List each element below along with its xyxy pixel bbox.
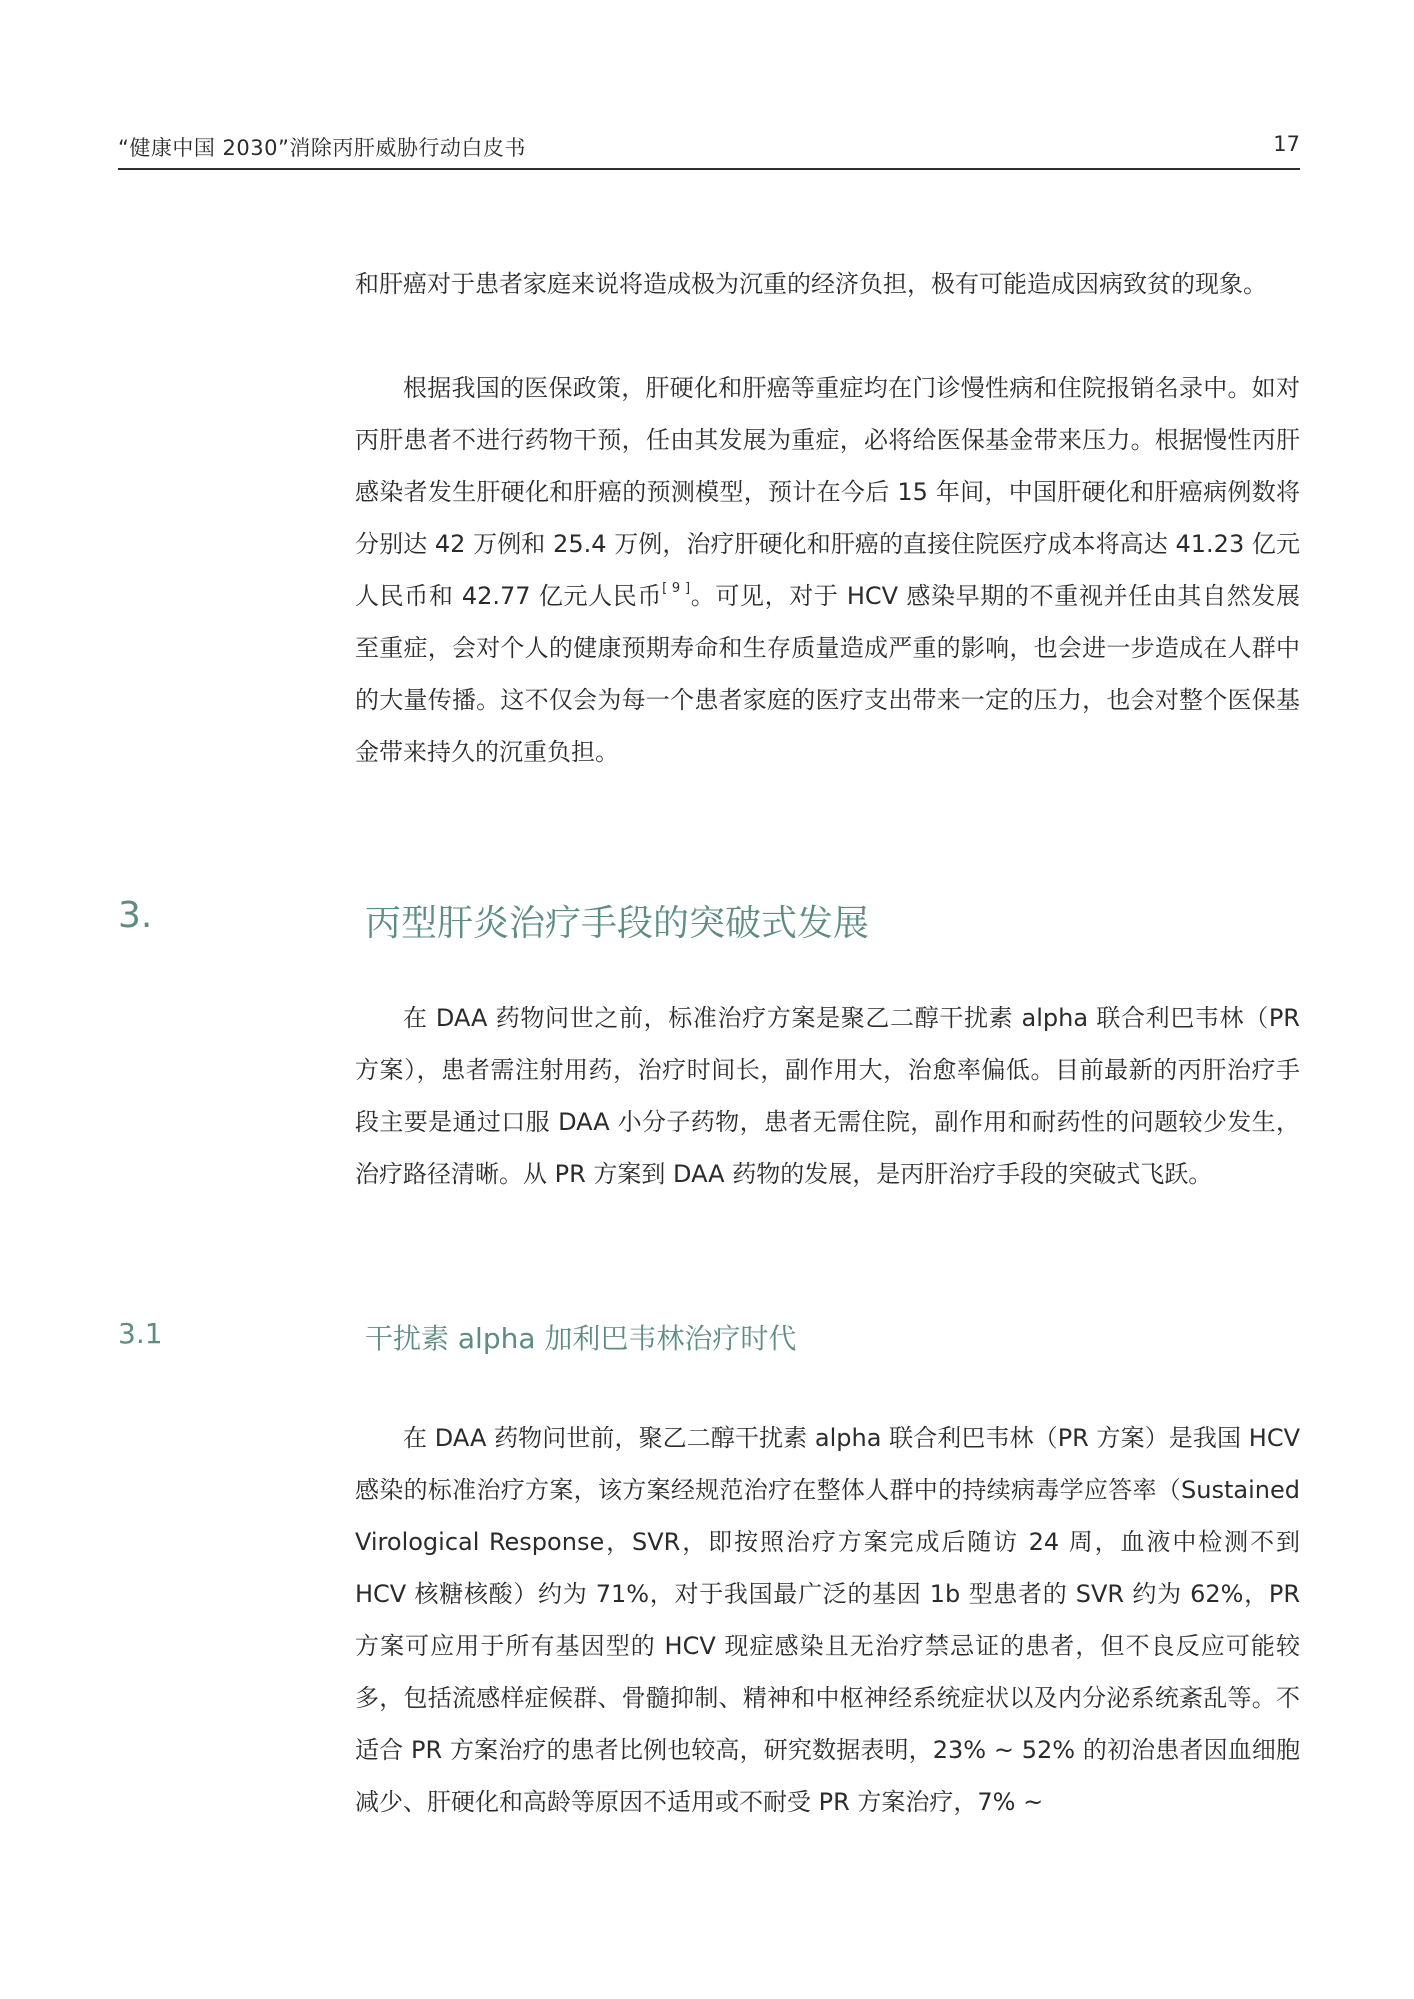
page-number: 17 xyxy=(1273,132,1300,156)
paragraph-2 xyxy=(355,362,1300,778)
section-3-title: 丙型肝炎治疗手段的突破式发展 xyxy=(365,903,870,944)
paragraph-2-text-b: 。可见，对于 HCV 感染早期的不重视并任由其自然发展至重症，会对个人的健康预期寿命和生存质量造成严重的影响，也会进一步造成在人群中的大量传播。这不仅会为每一个患者家庭的医疗支出带来一定的压力，也会对整个医保基金带来持久的沉重负担。 xyxy=(355,582,1301,766)
paragraph-4: 在 DAA 药物问世前，聚乙二醇干扰素 alpha 联合利巴韦林（PR 方案）是我国 HCV 感染的标准治疗方案，该方案经规范治疗在整体人群中的持续病毒学应答率（Sustained Virological Response，SVR，即按照治疗方案完成后随访 24 周，血液中检测不到 HCV 核糖核酸）约为 71%，对于我国最广泛的基因 1b 型患者的 SVR 约为 62%，PR 方案可应用于所有基因型的 HCV 现症感染且无治疗禁忌证的患者，但不良反应可能较多，包括流感样症候群、骨髓抑制、精神和中枢神经系统症状以及内分泌系统紊乱等。不适合 PR 方案治疗的患者比例也较高，研究数据表明，23% ~ 52% 的初治患者因血细胞减少、肝硬化和高龄等原因不适用或不耐受 PR 方案治疗，7% ~ xyxy=(355,1424,1300,1816)
paragraph-3: 在 DAA 药物问世之前，标准治疗方案是聚乙二醇干扰素 alpha 联合利巴韦林（PR 方案），患者需注射用药，治疗时间长，副作用大，治愈率偏低。目前最新的丙肝治疗手段主要是通过口服 DAA 小分子药物，患者无需住院，副作用和耐药性的问题较少发生，治疗路径清晰。从 PR 方案到 DAA 药物的发展，是丙肝治疗手段的突破式飞跃。 xyxy=(355,1004,1300,1188)
section-3-1-number: 3.1 xyxy=(118,1317,163,1350)
paragraph-treatment-overview xyxy=(355,992,1300,1200)
paragraph-pr-regimen xyxy=(355,1412,1300,1828)
section-3-number: 3. xyxy=(118,895,153,936)
paragraph-continuation xyxy=(355,258,1300,310)
paragraph-1: 和肝癌对于患者家庭来说将造成极为沉重的经济负担，极有可能造成因病致贫的现象。 xyxy=(355,270,1267,298)
page-header xyxy=(118,128,1300,170)
section-3-1-title: 干扰素 alpha 加利巴韦林治疗时代 xyxy=(365,1322,797,1355)
paragraph-medical-insurance xyxy=(355,362,1300,778)
header-title: “健康中国 2030”消除丙肝威胁行动白皮书 xyxy=(118,136,526,160)
citation-ref: [ 9 ] xyxy=(662,581,691,596)
paragraph-2-text-a: 根据我国的医保政策，肝硬化和肝癌等重症均在门诊慢性病和住院报销名录中。如对丙肝患者不进行药物干预，任由其发展为重症，必将给医保基金带来压力。根据慢性丙肝感染者发生肝硬化和肝癌的预测模型，预计在今后 15 年间，中国肝硬化和肝癌病例数将分别达 42 万例和 25.4 万例，治疗肝硬化和肝癌的直接住院医疗成本将高达 41.23 亿元人民币和 42.77 亿元人民币 xyxy=(355,374,1300,610)
